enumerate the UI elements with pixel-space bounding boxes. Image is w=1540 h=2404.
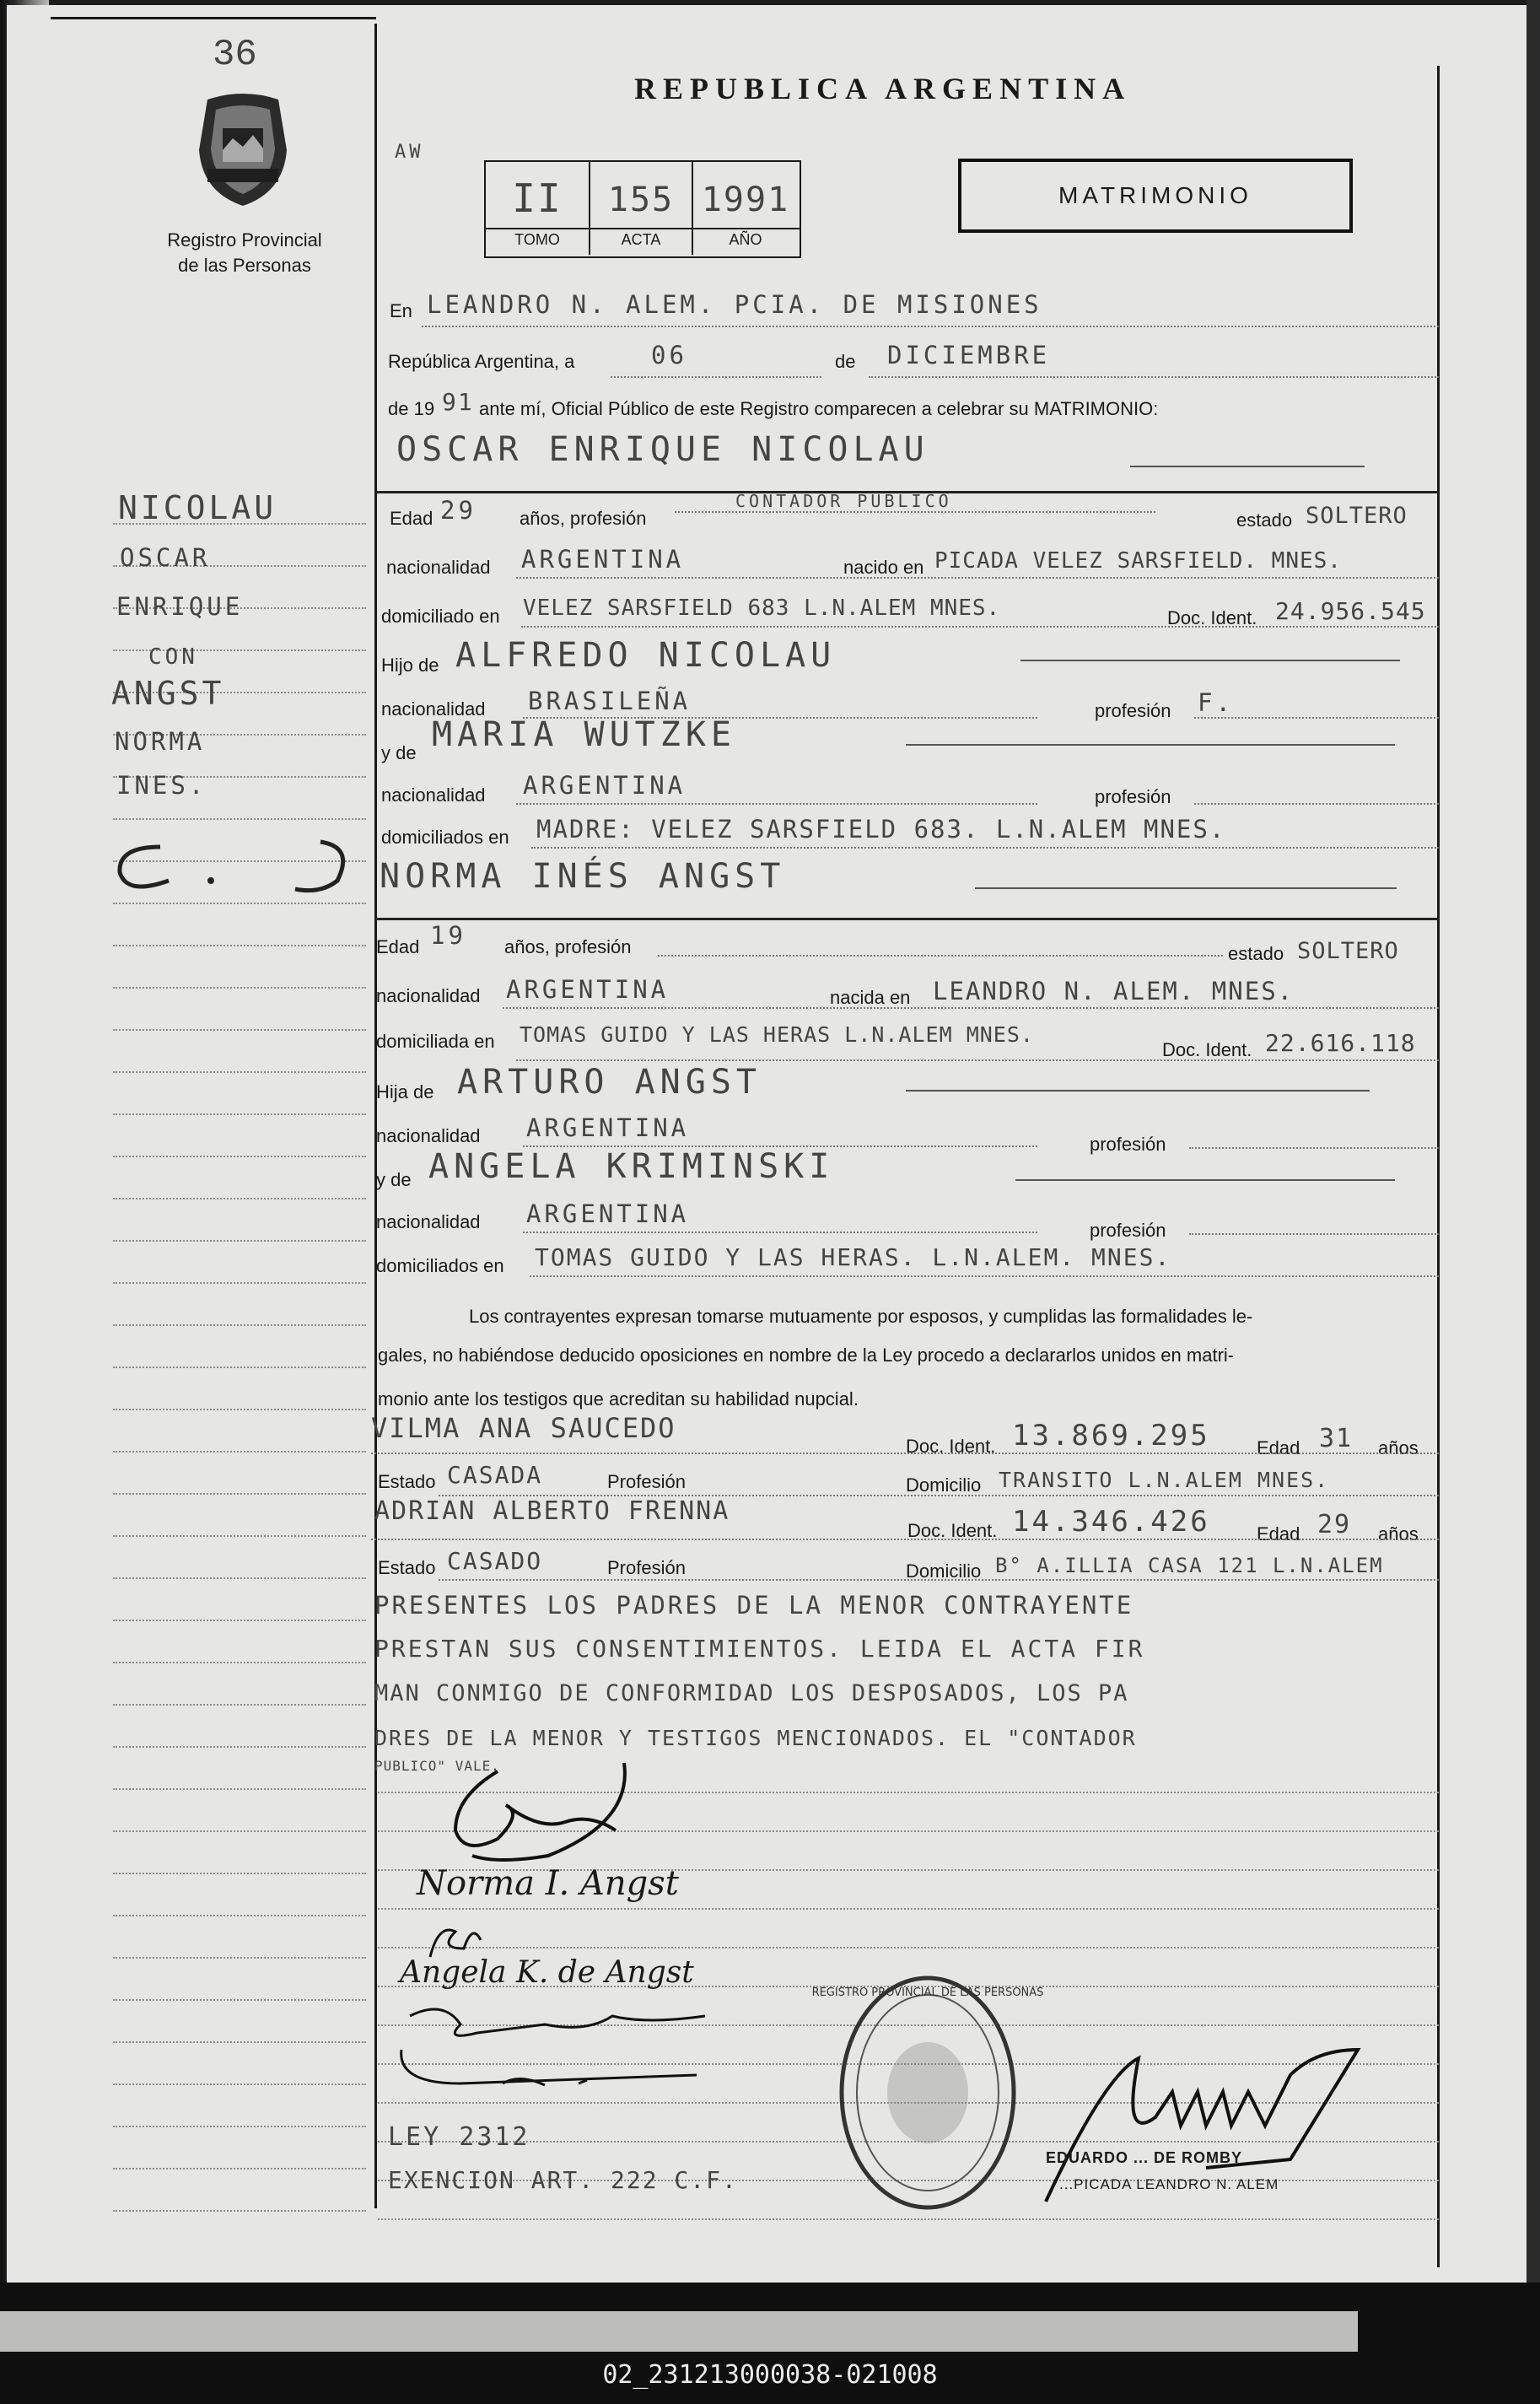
margin-note-6: NORMA: [115, 727, 206, 756]
margin-guide-line: [113, 1535, 366, 1537]
groom-doc: 24.956.545: [1275, 597, 1426, 625]
margin-guide-line: [113, 945, 366, 946]
groom-profession-rule: [675, 511, 1155, 513]
bride-mother-rule: [1015, 1179, 1395, 1181]
month: DICIEMBRE: [887, 341, 1051, 369]
signature-guide-line: [378, 1947, 1439, 1949]
bride-profession-rule: [658, 955, 1223, 957]
witness2-address: B° A.ILLIA CASA 121 L.N.ALEM: [995, 1554, 1384, 1577]
margin-guide-line: [113, 1324, 366, 1326]
margin-note-3: ENRIQUE: [116, 592, 244, 621]
year-suffix: 91: [442, 388, 474, 416]
law: LEY 2312: [388, 2122, 530, 2152]
witness1-edad-label: Edad: [1257, 1437, 1300, 1458]
en-label: En: [390, 300, 412, 321]
month-rule: [869, 376, 1439, 378]
acta-value: 155: [607, 181, 675, 219]
witness2-prof-label: Profesión: [607, 1557, 686, 1578]
margin-initial-signature: [110, 830, 363, 902]
registry-name: [127, 228, 363, 278]
margin-guide-line: [113, 1999, 366, 2001]
margin-separator: [374, 24, 377, 2208]
margin-guide-line: [113, 1198, 366, 1199]
round-stamp-icon: [811, 1970, 1044, 2215]
groom-nationality: ARGENTINA: [521, 545, 685, 574]
groom-edad-label: Edad: [390, 508, 433, 529]
groom-mother-nac-rule: [516, 803, 1037, 805]
observation-line-4: DRES DE LA MENOR Y TESTIGOS MENCIONADOS. EL "CONTADOR: [374, 1726, 1137, 1750]
day-rule: [611, 376, 821, 378]
registry-seal: [191, 91, 295, 209]
mother-signature: Angela K. de Angst: [400, 1955, 694, 1990]
witness2-dom-label: Domicilio: [906, 1560, 982, 1582]
groom-signature: [422, 1738, 649, 1868]
de-label: de: [835, 351, 856, 372]
bride-doc: 22.616.118: [1265, 1029, 1416, 1057]
groom-mother-nac-label: nacionalidad: [381, 784, 486, 806]
margin-guide-line: [113, 1071, 366, 1073]
groom-estado-label: estado: [1236, 509, 1293, 531]
margin-guide-line: [113, 2168, 366, 2170]
margin-guide-line: [113, 1788, 366, 1790]
groom-parents-address: MADRE: VELEZ SARSFIELD 683. L.N.ALEM MNES.: [536, 815, 1226, 844]
margin-guide-line: [113, 1156, 366, 1157]
witness1-name: VILMA ANA SAUCEDO: [371, 1412, 676, 1444]
bride-address: TOMAS GUIDO Y LAS HERAS L.N.ALEM MNES.: [520, 1022, 1034, 1047]
tomo-label: TOMO: [514, 231, 560, 248]
signature-guide-line: [378, 1908, 1439, 1910]
margin-guide-line: [113, 1282, 366, 1284]
groom-signature-icon: [422, 1738, 649, 1864]
bride-born-label: nacida en: [830, 987, 911, 1008]
initials: AW: [395, 142, 424, 163]
groom-father: ALFREDO NICOLAU: [455, 636, 837, 675]
bride-mother-nac-rule: [523, 1232, 1037, 1233]
groom-address: VELEZ SARSFIELD 683 L.N.ALEM MNES.: [523, 596, 1001, 621]
witness1-doc: 13.869.295: [1012, 1419, 1210, 1453]
groom-status: SOLTERO: [1306, 503, 1408, 529]
bride-signature: Norma I. Angst: [417, 1864, 679, 1903]
margin-guide-line: [113, 2041, 366, 2043]
right-border: [1437, 66, 1440, 2267]
bride-father-nac-label: nacionalidad: [376, 1125, 481, 1146]
margin-guide-line: [113, 1662, 366, 1663]
bride-parents-dom-label: domiciliados en: [376, 1255, 504, 1276]
margin-guide-line: [113, 1029, 366, 1031]
page-edge: [1527, 0, 1540, 2294]
margin-note-5: ANGST: [111, 675, 225, 712]
witness2-doc-label: Doc. Ident.: [907, 1520, 998, 1541]
margin-guide-line: [113, 2210, 366, 2212]
groom-name: OSCAR ENRIQUE NICOLAU: [396, 430, 929, 469]
margin-guide-line: [113, 1830, 366, 1832]
groom-nac-label: nacionalidad: [386, 557, 491, 578]
groom-parents-rule: [531, 847, 1439, 849]
witness1-status: CASADA: [447, 1461, 543, 1489]
witness1-dom-label: Domicilio: [906, 1474, 982, 1496]
margin-guide-line: [113, 818, 366, 820]
witness2-rule: [371, 1539, 1439, 1540]
bride-mother-prof-label: profesión: [1090, 1220, 1166, 1241]
groom-parents-dom-label: domiciliados en: [381, 827, 509, 848]
observation-line-5: PUBLICO" VALE.: [374, 1758, 500, 1774]
margin-note-7: INES.: [116, 771, 207, 800]
witness2-age: 29: [1317, 1510, 1352, 1539]
bride-nationality: ARGENTINA: [506, 975, 670, 1004]
next-page-edge: [0, 2311, 1358, 2352]
bride-father: ARTURO ANGST: [457, 1063, 762, 1102]
bride-age: 19: [430, 921, 466, 950]
official-line1: EDUARDO ... DE ROMBY: [1046, 2149, 1243, 2166]
groom-birthplace: PICADA VELEZ SARSFIELD. MNES.: [934, 548, 1342, 574]
margin-guide-line: [113, 903, 366, 904]
witness1-rule: [371, 1453, 1439, 1454]
ano-value: 1991: [701, 181, 790, 219]
bride-father-prof-rule: [1189, 1147, 1439, 1149]
witness2-status: CASADO: [447, 1547, 543, 1575]
margin-guide-line: [113, 1957, 366, 1959]
bride-dom-rule: [516, 1059, 1439, 1061]
witness1-prof-label: Profesión: [607, 1471, 686, 1492]
intro-text: ante mí, Oficial Público de este Registro comparecen a celebrar su MATRIMONIO:: [479, 398, 1159, 419]
witness2-name: ADRIAN ALBERTO FRENNA: [374, 1496, 730, 1526]
bride-birthplace: LEANDRO N. ALEM. MNES.: [933, 977, 1295, 1005]
witness2-edad-label: Edad: [1257, 1523, 1300, 1544]
groom-father-label: Hijo de: [381, 655, 439, 676]
witness2-anos: años: [1378, 1523, 1419, 1544]
bride-section-divider: [376, 918, 1439, 920]
record-id-box: [484, 160, 801, 258]
record-type-box: [958, 159, 1353, 233]
declaration-line-2: gales, no habiéndose deducido oposiciones en nombre de la Ley procedo a declararlos unidos en matri-: [378, 1345, 1235, 1366]
provincial-seal-icon: [191, 91, 295, 209]
margin-guide-line: [113, 1493, 366, 1495]
margin-note-1: NICOLAU: [118, 489, 277, 526]
record-type: MATRIMONIO: [1058, 182, 1252, 208]
tomo-value: II: [512, 175, 563, 221]
margin-guide-line: [113, 1915, 366, 1916]
bride-mother-nationality: ARGENTINA: [526, 1199, 690, 1228]
margin-guide-line: [113, 1620, 366, 1621]
groom-mother-nationality: ARGENTINA: [523, 771, 687, 800]
observation-line-3: MAN CONMIGO DE CONFORMIDAD LOS DESPOSADOS, LOS PA: [374, 1680, 1129, 1706]
stamp-text: REGISTRO PROVINCIAL DE LAS PERSONAS: [811, 1986, 1044, 1999]
country-title: REPUBLICA ARGENTINA: [634, 72, 1132, 105]
ano-label: AÑO: [729, 231, 762, 248]
bride-nac-label: nacionalidad: [376, 985, 481, 1006]
witness2-estado-label: Estado: [378, 1557, 436, 1578]
margin-guide-line: [113, 1746, 366, 1748]
document-page: [7, 5, 1530, 2283]
page-number: 36: [213, 34, 257, 76]
margin-guide-line: [113, 2083, 366, 2085]
bride-doc-label: Doc. Ident.: [1162, 1039, 1252, 1060]
witness1-anos: años: [1378, 1437, 1419, 1458]
bride-father-rule: [906, 1090, 1370, 1092]
exemption: EXENCION ART. 222 C.F.: [388, 2166, 738, 2194]
groom-mother: MARIA WUTZKE: [432, 715, 736, 754]
groom-mother-label: y de: [381, 742, 417, 763]
margin-guide-line: [113, 2126, 366, 2127]
day: 06: [651, 341, 687, 369]
declaration-line-1: Los contrayentes expresan tomarse mutuamente por esposos, y cumplidas las formalidades le-: [469, 1306, 1253, 1327]
year-prefix: de 19: [388, 398, 435, 419]
bride-edad-label: Edad: [376, 936, 420, 957]
groom-father-nac-label: nacionalidad: [381, 698, 486, 720]
acta-label: ACTA: [621, 231, 661, 248]
groom-mother-prof-rule: [1194, 803, 1439, 805]
bride-father-nationality: ARGENTINA: [526, 1113, 690, 1142]
bride-mother-nac-label: nacionalidad: [376, 1211, 481, 1232]
groom-mother-rule: [906, 744, 1395, 746]
bride-dom-label: domiciliada en: [376, 1031, 495, 1052]
bride-nac-rule: [503, 1007, 1439, 1009]
groom-profession: CONTADOR PUBLICO: [735, 491, 952, 511]
declaration-line-3: monio ante los testigos que acreditan su habilidad nupcial.: [378, 1388, 859, 1410]
groom-father-prof-label: profesión: [1095, 700, 1171, 721]
official-line2: ...PICADA LEANDRO N. ALEM: [1059, 2176, 1279, 2192]
margin-guide-line: [113, 1113, 366, 1115]
registry-line2: de las Personas: [178, 255, 311, 276]
bride-anos-label: años, profesión: [504, 936, 632, 957]
witness-signature-icon: [393, 1999, 713, 2092]
bride-name: NORMA INÉS ANGST: [380, 857, 786, 896]
margin-guide-line: [113, 1409, 366, 1410]
groom-doc-label: Doc. Ident.: [1167, 607, 1257, 628]
groom-anos-label: años, profesión: [520, 508, 647, 529]
groom-mother-prof-label: profesión: [1095, 786, 1171, 807]
bride-status: SOLTERO: [1297, 938, 1399, 964]
witness1-address: TRANSITO L.N.ALEM MNES.: [999, 1468, 1330, 1492]
witness1-age: 31: [1319, 1424, 1354, 1453]
groom-father-rule: [1020, 660, 1400, 661]
bride-parents-address: TOMAS GUIDO Y LAS HERAS. L.N.ALEM. MNES.: [535, 1243, 1171, 1271]
margin-guide-line: [113, 1577, 366, 1579]
margin-note-2: OSCAR: [120, 543, 211, 572]
top-left-rule: [51, 17, 376, 19]
margin-guide-line: [113, 1451, 366, 1453]
initial-signature-icon: [110, 830, 363, 897]
margin-guide-line: [113, 1366, 366, 1368]
groom-dom-rule: [521, 626, 1439, 628]
bride-father-label: Hija de: [376, 1081, 434, 1102]
groom-born-label: nacido en: [843, 557, 924, 578]
registry-line1: Registro Provincial: [167, 229, 322, 251]
margin-note-4: CON: [148, 644, 198, 670]
bride-name-rule: [975, 887, 1397, 889]
witness1-estado-label: Estado: [378, 1471, 436, 1492]
observation-line-1: PRESENTES LOS PADRES DE LA MENOR CONTRAYENTE: [374, 1591, 1134, 1620]
witness2-doc: 14.346.426: [1012, 1505, 1210, 1539]
groom-nac-rule: [516, 577, 1439, 579]
margin-guide-line: [113, 1240, 366, 1242]
bride-mother-prof-rule: [1189, 1233, 1439, 1235]
margin-guide-line: [113, 987, 366, 989]
groom-father-nationality: BRASILEÑA: [528, 687, 692, 715]
groom-father-profession: F.: [1198, 688, 1234, 717]
republica-label: República Argentina, a: [388, 351, 575, 372]
place: LEANDRO N. ALEM. PCIA. DE MISIONES: [427, 290, 1042, 319]
witness-signatures: [393, 1999, 713, 2096]
official-stamp: [811, 1970, 1044, 2219]
groom-father-prof-rule: [1194, 717, 1439, 719]
margin-guide-line: [113, 1873, 366, 1874]
place-rule: [422, 326, 1439, 327]
scan-id: 02_231213000038-021008: [602, 2360, 938, 2390]
groom-name-rule: [1130, 466, 1365, 467]
witness1-doc-label: Doc. Ident.: [906, 1436, 996, 1457]
groom-age: 29: [440, 496, 477, 525]
bride-mother-label: y de: [376, 1169, 412, 1190]
groom-dom-label: domiciliado en: [381, 606, 500, 627]
bride-parents-rule: [530, 1275, 1439, 1277]
margin-guide-line: [113, 1704, 366, 1706]
witness2-detail-rule: [439, 1579, 1439, 1581]
bride-estado-label: estado: [1228, 943, 1284, 964]
bride-father-prof-label: profesión: [1090, 1134, 1166, 1155]
observation-line-2: PRESTAN SUS CONSENTIMIENTOS. LEIDA EL ACTA FIR: [374, 1635, 1145, 1663]
bride-mother: ANGELA KRIMINSKI: [428, 1147, 835, 1186]
